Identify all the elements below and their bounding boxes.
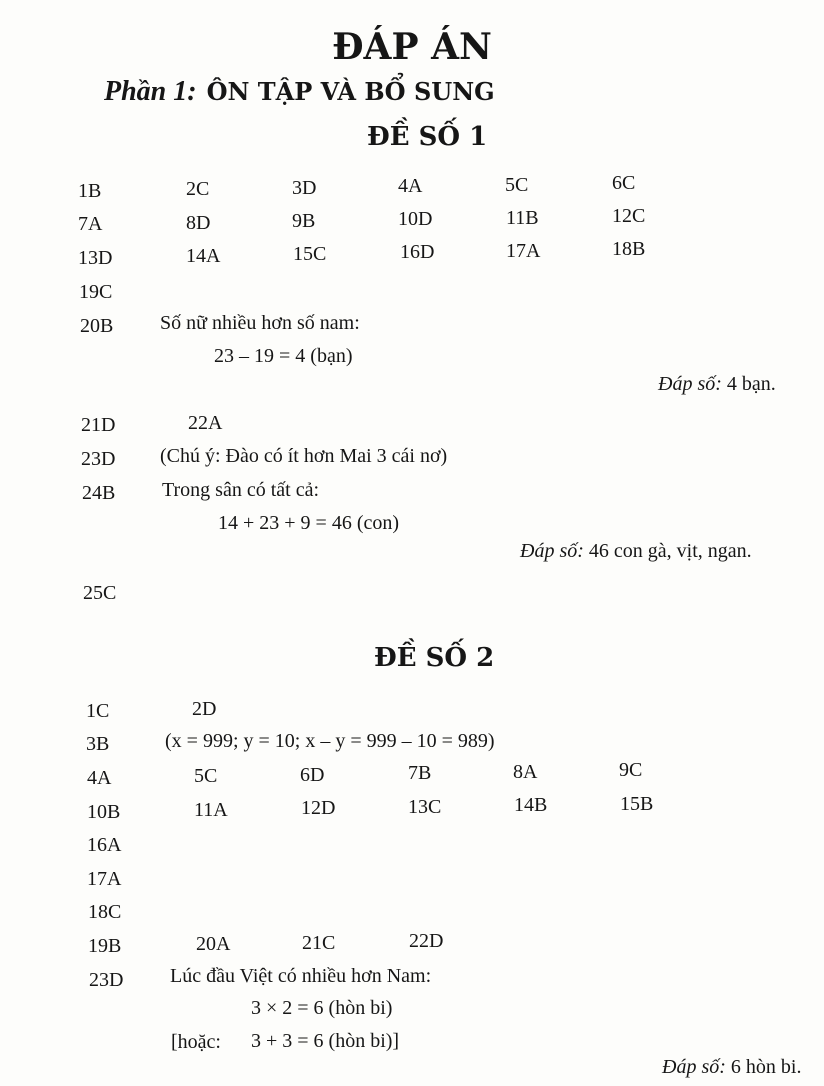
answer-cell: 10B — [87, 801, 121, 823]
answer-cell: 15C — [293, 243, 327, 265]
de2-heading: ĐỀ SỐ 2 — [374, 643, 495, 673]
final-answer — [658, 373, 776, 396]
final-answer-label: Đáp số: — [662, 1056, 726, 1078]
answer-cell: 23D — [89, 969, 124, 991]
answer-cell: 23D — [81, 448, 116, 470]
final-answer — [662, 1056, 801, 1079]
page-title: ĐÁP ÁN — [332, 26, 492, 68]
solution-line: 3 × 2 = 6 (hòn bi) — [251, 997, 393, 1019]
solution-line: Trong sân có tất cả: — [162, 479, 320, 501]
part-label: Phần 1: — [104, 76, 197, 107]
answer-cell: 6D — [300, 764, 325, 786]
answer-cell: 16A — [87, 834, 122, 856]
solution-line: Lúc đầu Việt có nhiều hơn Nam: — [170, 965, 432, 987]
answer-cell: 19B — [88, 935, 122, 957]
answer-cell: 13D — [78, 247, 113, 269]
solution-line: Số nữ nhiều hơn số nam: — [160, 312, 360, 334]
answer-cell: 9C — [619, 759, 643, 781]
answer-cell: 21C — [302, 932, 336, 954]
answer-cell: 20B — [80, 315, 114, 337]
answer-cell: 14A — [186, 245, 221, 267]
answer-cell: 17A — [506, 240, 541, 262]
answer-cell: 7A — [78, 213, 103, 235]
final-answer-label: Đáp số: — [520, 540, 584, 562]
answer-cell: 4A — [398, 175, 423, 197]
answer-cell: 4A — [87, 767, 112, 789]
answer-cell: 5C — [194, 765, 218, 787]
answer-cell: 6C — [612, 172, 636, 194]
answer-cell: 15B — [620, 793, 654, 815]
answer-cell: 16D — [400, 241, 435, 263]
solution-line: 14 + 23 + 9 = 46 (con) — [218, 512, 400, 534]
answer-cell: 1B — [78, 180, 102, 202]
part-text: ÔN TẬP VÀ BỔ SUNG — [206, 77, 495, 106]
answer-cell: 18B — [612, 238, 646, 260]
solution-line: 23 – 19 = 4 (bạn) — [214, 345, 353, 367]
answer-cell: 7B — [408, 762, 432, 784]
answer-cell: 9B — [292, 210, 316, 232]
final-answer-value: 46 con gà, vịt, ngan. — [583, 540, 752, 562]
answer-cell: 24B — [82, 482, 116, 504]
answer-cell: 1C — [86, 700, 110, 722]
answer-cell: 12D — [301, 797, 336, 819]
answer-cell: 22A — [188, 412, 223, 434]
part-heading — [104, 76, 495, 108]
final-answer-label: Đáp số: — [658, 373, 722, 395]
de1-heading: ĐỀ SỐ 1 — [367, 122, 488, 152]
answer-cell: 2D — [192, 698, 217, 720]
answer-cell: 12C — [612, 205, 646, 227]
final-answer-value: 6 hòn bi. — [725, 1056, 802, 1078]
answer-cell: 21D — [81, 414, 116, 436]
answer-cell: 18C — [88, 901, 122, 923]
solution-line: (x = 999; y = 10; x – y = 999 – 10 = 989) — [165, 730, 495, 752]
final-answer-value: 4 bạn. — [721, 373, 776, 395]
answer-cell: 11B — [506, 207, 539, 229]
answer-cell: 17A — [87, 868, 122, 890]
answer-cell: 10D — [398, 208, 433, 230]
answer-cell: 13C — [408, 796, 442, 818]
answer-cell: 2C — [186, 178, 210, 200]
solution-line: 3 + 3 = 6 (hòn bi)] — [251, 1030, 400, 1052]
answer-cell: 11A — [194, 799, 228, 821]
answer-cell: 19C — [79, 281, 113, 303]
solution-line-prefix: [hoặc: — [171, 1031, 221, 1053]
answer-cell: 25C — [83, 582, 117, 604]
answer-cell: 22D — [409, 930, 444, 952]
answer-cell: 3B — [86, 733, 110, 755]
answer-cell: 5C — [505, 174, 529, 196]
answer-cell: 8D — [186, 212, 211, 234]
answer-cell: 3D — [292, 177, 317, 199]
solution-line: (Chú ý: Đào có ít hơn Mai 3 cái nơ) — [160, 445, 448, 467]
answer-cell: 8A — [513, 761, 538, 783]
answer-cell: 20A — [196, 933, 231, 955]
answer-cell: 14B — [514, 794, 548, 816]
final-answer — [520, 540, 752, 563]
